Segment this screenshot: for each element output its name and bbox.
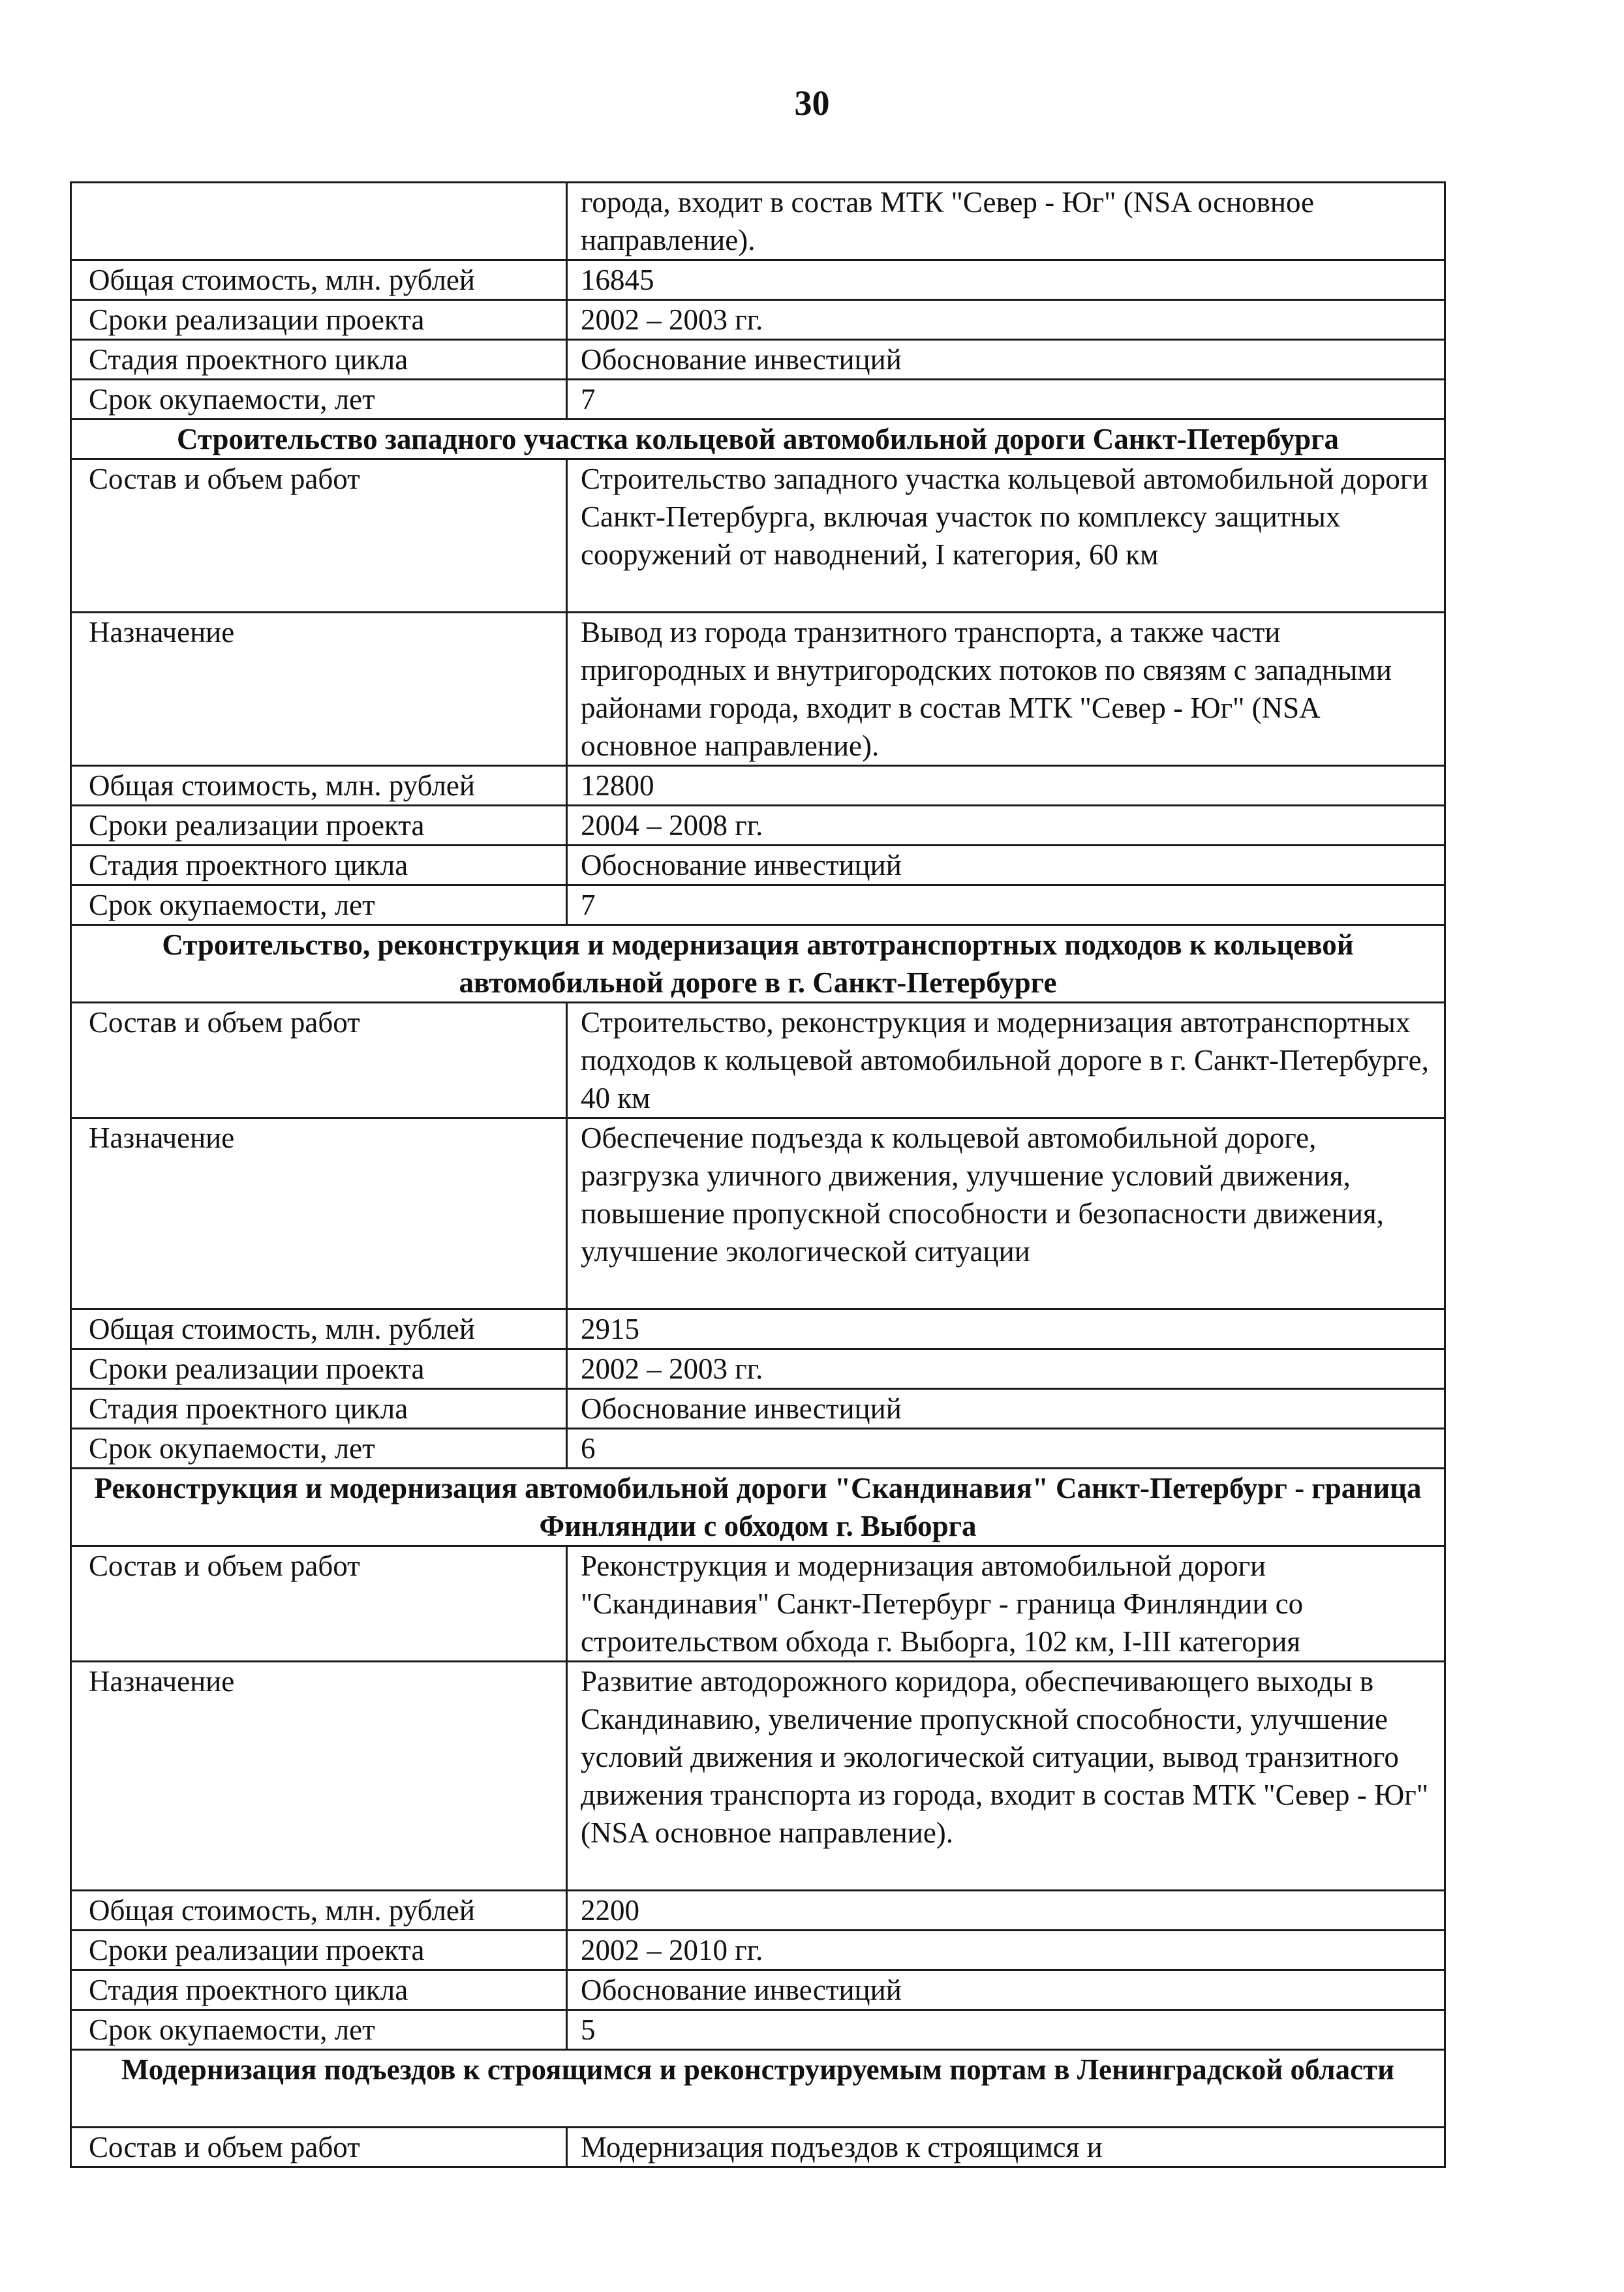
row-label: Сроки реализации проекта: [71, 300, 567, 340]
row-value: 2002 – 2010 гг.: [567, 1931, 1445, 1970]
table-row: [71, 340, 1445, 380]
row-value: 5: [567, 2010, 1445, 2050]
row-label: Состав и объем работ: [71, 2128, 567, 2167]
table-row: [71, 300, 1445, 340]
table-row: [71, 2010, 1445, 2050]
row-value: 2002 – 2003 гг.: [567, 1349, 1445, 1389]
table-row: [71, 1429, 1445, 1469]
row-label: Назначение: [71, 613, 567, 766]
row-label: Сроки реализации проекта: [71, 806, 567, 846]
table-row: [71, 459, 1445, 613]
row-value: 2200: [567, 1891, 1445, 1931]
table-row: [71, 1931, 1445, 1970]
row-value: Обеспечение подъезда к кольцевой автомобильной дороге, разгрузка уличного движения, улучшение условий движения, повышение пропускной способности и безопасности движения, улучшение экологической ситуации: [567, 1118, 1445, 1309]
section-heading-row: [71, 1469, 1445, 1546]
row-label: Стадия проектного цикла: [71, 846, 567, 885]
table-row: [71, 1309, 1445, 1349]
row-label: Срок окупаемости, лет: [71, 380, 567, 420]
row-label: Сроки реализации проекта: [71, 1931, 567, 1970]
table-row: [71, 1349, 1445, 1389]
row-value: Реконструкция и модернизация автомобильной дороги "Скандинавия" Санкт-Петербург - граница Финляндии со строительством обхода г. Выборга, 102 км, I-III категория: [567, 1546, 1445, 1662]
table-row: [71, 1970, 1445, 2010]
row-value: Обоснование инвестиций: [567, 1389, 1445, 1429]
table-row: [71, 1118, 1445, 1309]
row-label: Стадия проектного цикла: [71, 340, 567, 380]
row-label: Срок окупаемости, лет: [71, 885, 567, 925]
table-row: [71, 1003, 1445, 1118]
row-label: Состав и объем работ: [71, 1546, 567, 1662]
section-heading-row: [71, 925, 1445, 1003]
row-label: Общая стоимость, млн. рублей: [71, 1309, 567, 1349]
table-row: [71, 183, 1445, 260]
row-label: Стадия проектного цикла: [71, 1389, 567, 1429]
row-value: 12800: [567, 766, 1445, 806]
row-label: Общая стоимость, млн. рублей: [71, 260, 567, 300]
section-heading-row: [71, 420, 1445, 459]
row-label: [71, 183, 567, 260]
row-value: 16845: [567, 260, 1445, 300]
table-row: [71, 1546, 1445, 1662]
section-heading: Строительство, реконструкция и модернизация автотранспортных подходов к кольцевой автомобильной дороге в г. Санкт-Петербурге: [71, 925, 1445, 1003]
row-label: Срок окупаемости, лет: [71, 1429, 567, 1469]
table-row: [71, 2128, 1445, 2167]
table-row: [71, 1389, 1445, 1429]
row-value: 7: [567, 380, 1445, 420]
row-label: Стадия проектного цикла: [71, 1970, 567, 2010]
row-value: 2002 – 2003 гг.: [567, 300, 1445, 340]
row-value: Обоснование инвестиций: [567, 846, 1445, 885]
row-label: Общая стоимость, млн. рублей: [71, 766, 567, 806]
row-label: Назначение: [71, 1662, 567, 1891]
row-label: Состав и объем работ: [71, 1003, 567, 1118]
table-row: [71, 1662, 1445, 1891]
row-label: Сроки реализации проекта: [71, 1349, 567, 1389]
row-label: Состав и объем работ: [71, 459, 567, 613]
row-value: 6: [567, 1429, 1445, 1469]
table-row: [71, 1891, 1445, 1931]
table-row: [71, 846, 1445, 885]
page-number: 30: [794, 84, 830, 123]
table-row: [71, 806, 1445, 846]
row-value: 2004 – 2008 гг.: [567, 806, 1445, 846]
row-value: города, входит в состав МТК "Север - Юг" (NSA основное направление).: [567, 183, 1445, 260]
row-label: Срок окупаемости, лет: [71, 2010, 567, 2050]
row-value: Модернизация подъездов к строящимся и: [567, 2128, 1445, 2167]
row-value: Строительство, реконструкция и модернизация автотранспортных подходов к кольцевой автомобильной дороге в г. Санкт-Петербурге, 40 км: [567, 1003, 1445, 1118]
table-row: [71, 260, 1445, 300]
row-label: Назначение: [71, 1118, 567, 1309]
row-value: 7: [567, 885, 1445, 925]
row-value: Обоснование инвестиций: [567, 340, 1445, 380]
section-heading: Реконструкция и модернизация автомобильной дороги "Скандинавия" Санкт-Петербург - граница Финляндии с обходом г. Выборга: [71, 1469, 1445, 1546]
row-value: 2915: [567, 1309, 1445, 1349]
row-value: Вывод из города транзитного транспорта, а также части пригородных и внутригородских потоков по связям с западными районами города, входит в состав МТК "Север - Юг" (NSA основное направление).: [567, 613, 1445, 766]
section-heading-row: [71, 2050, 1445, 2128]
table-row: [71, 885, 1445, 925]
table-row: [71, 613, 1445, 766]
row-value: Обоснование инвестиций: [567, 1970, 1445, 2010]
row-value: Развитие автодорожного коридора, обеспечивающего выходы в Скандинавию, увеличение пропускной способности, улучшение условий движения и экологической ситуации, вывод транзитного движения транспорта из города, входит в состав МТК "Север - Юг" (NSA основное направление).: [567, 1662, 1445, 1891]
table-row: [71, 380, 1445, 420]
table-row: [71, 766, 1445, 806]
row-label: Общая стоимость, млн. рублей: [71, 1891, 567, 1931]
project-table: [70, 181, 1446, 2168]
row-value: Строительство западного участка кольцевой автомобильной дороги Санкт-Петербурга, включая участок по комплексу защитных сооружений от наводнений, I категория, 60 км: [567, 459, 1445, 613]
section-heading: Строительство западного участка кольцевой автомобильной дороги Санкт-Петербурга: [71, 420, 1445, 459]
section-heading: Модернизация подъездов к строящимся и реконструируемым портам в Ленинградской области: [71, 2050, 1445, 2128]
